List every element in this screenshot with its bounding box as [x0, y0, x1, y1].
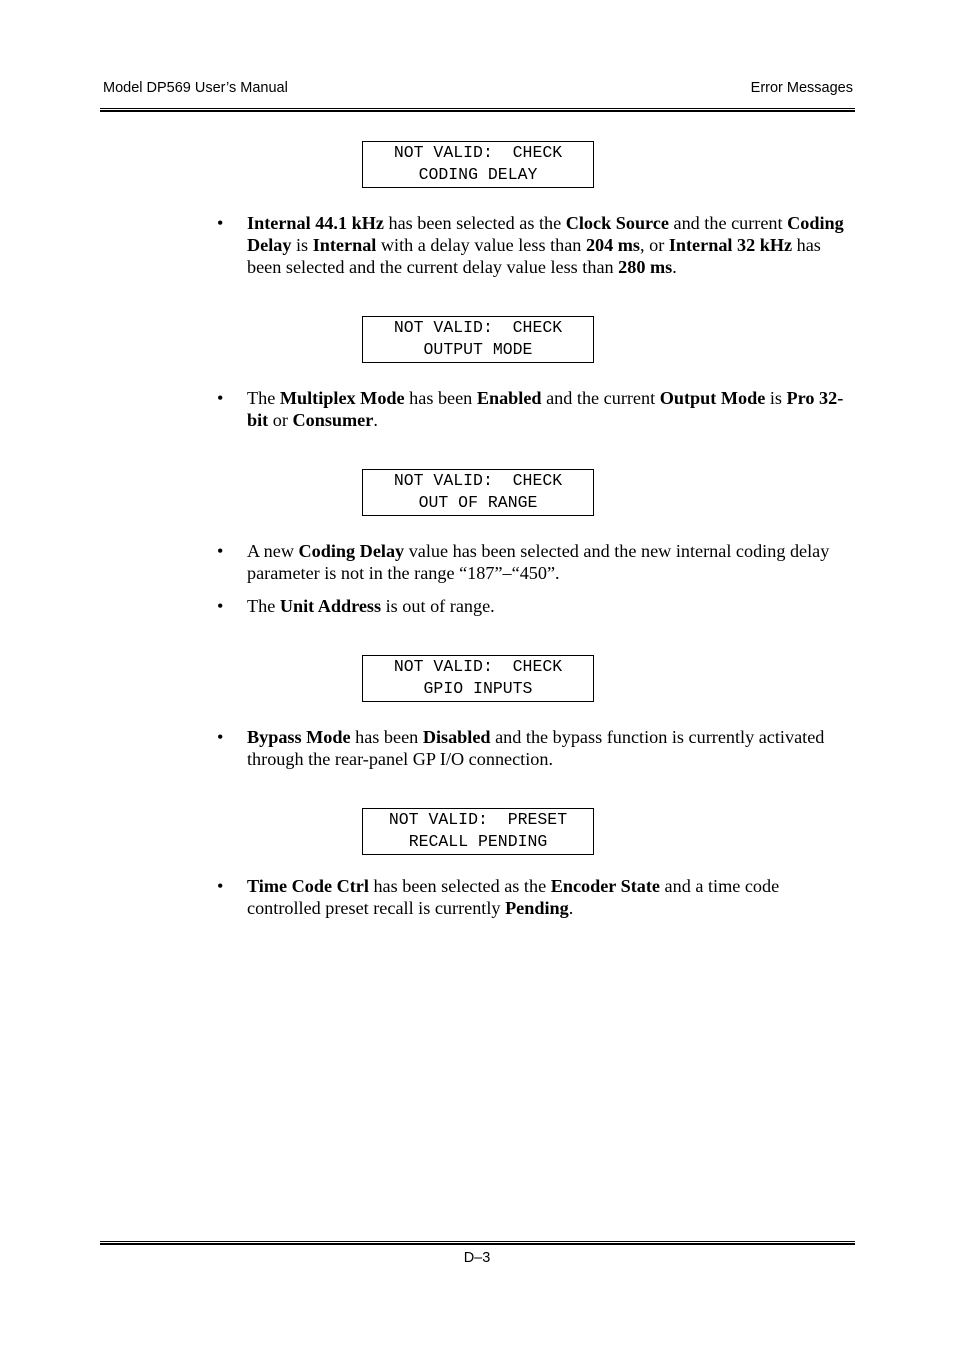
- lcd-message-recall-pending: [362, 808, 594, 855]
- bullet-item: • A new Coding Delay value has been selected and the new internal coding delay parameter is not in the range “187”–“450”.: [247, 540, 853, 584]
- bold-term: Enabled: [476, 388, 542, 408]
- header-rule: [100, 108, 855, 112]
- bold-term: Consumer: [292, 410, 374, 430]
- lcd-message-coding-delay: [362, 141, 594, 188]
- bold-term: Bypass Mode: [247, 727, 351, 747]
- lcd-line-2: GPIO INPUTS: [423, 679, 533, 698]
- bold-term: Multiplex Mode: [279, 388, 405, 408]
- bold-term: Disabled: [422, 727, 491, 747]
- bullet-item: • The Multiplex Mode has been Enabled and the current Output Mode is Pro 32-bit or Consumer.: [247, 387, 853, 431]
- bold-term: Unit Address: [279, 596, 382, 616]
- bullet-item: • Bypass Mode has been Disabled and the bypass function is currently activated through the rear-panel GP I/O connection.: [247, 726, 853, 770]
- bold-term: Pending: [505, 898, 569, 918]
- lcd-line-2: RECALL PENDING: [408, 832, 548, 851]
- header-manual-title: Model DP569 User’s Manual: [103, 80, 288, 96]
- lcd-line-2: OUT OF RANGE: [418, 493, 538, 512]
- bold-term: Output Mode: [659, 388, 766, 408]
- lcd-line-2: OUTPUT MODE: [423, 340, 533, 359]
- bold-term: Coding Delay: [247, 213, 844, 255]
- bold-term: Clock Source: [565, 213, 669, 233]
- page-number: D–3: [463, 1250, 491, 1266]
- bullet-item: • Internal 44.1 kHz has been selected as the Clock Source and the current Coding Delay is Internal with a delay value less than 204 ms, or Internal 32 kHz has been selected and the current delay value less than 280 ms.: [247, 212, 853, 278]
- lcd-line-1: NOT VALID: CHECK: [393, 471, 563, 490]
- lcd-line-2: CODING DELAY: [418, 165, 538, 184]
- lcd-line-1: NOT VALID: CHECK: [393, 143, 563, 162]
- bullet-item: • Time Code Ctrl has been selected as the Encoder State and a time code controlled preset recall is currently Pending.: [247, 875, 853, 919]
- header-section-title: Error Messages: [750, 80, 853, 96]
- bold-term: Time Code Ctrl: [247, 876, 369, 896]
- lcd-message-out-of-range: [362, 469, 594, 516]
- lcd-line-1: NOT VALID: PRESET: [388, 810, 568, 829]
- bold-term: Internal: [312, 235, 377, 255]
- bold-term: 280 ms: [618, 257, 673, 277]
- footer-rule: [100, 1241, 855, 1245]
- bold-term: Encoder State: [550, 876, 660, 896]
- bold-term: Pro 32-bit: [247, 388, 844, 430]
- bullet-item: • The Unit Address is out of range.: [247, 595, 853, 617]
- lcd-line-1: NOT VALID: CHECK: [393, 318, 563, 337]
- bold-term: Internal 44.1 kHz: [247, 213, 384, 233]
- lcd-message-gpio-inputs: [362, 655, 594, 702]
- bold-term: Coding Delay: [298, 541, 405, 561]
- bold-term: Internal 32 kHz: [668, 235, 793, 255]
- lcd-line-1: NOT VALID: CHECK: [393, 657, 563, 676]
- bold-term: 204 ms: [585, 235, 641, 255]
- lcd-message-output-mode: [362, 316, 594, 363]
